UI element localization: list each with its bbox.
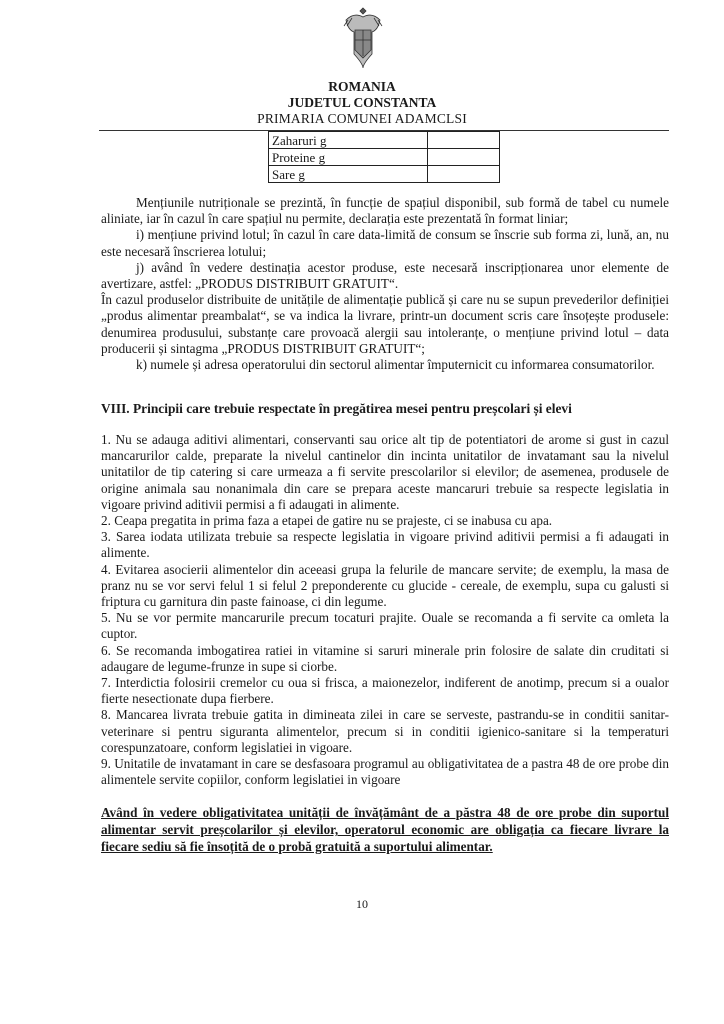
table-cell-label: Sare g — [269, 166, 428, 183]
paragraph-lot-mention: i) mențiune privind lotul; în cazul în care data-limită de consum se înscrie sub forma zi, lună, an, nu este necesară înscrierea lotului; — [101, 227, 669, 259]
list-item: 6. Se recomanda imbogatirea ratiei in vitamine si saruri minerale prin folosire de salate din cruditati si adaugare de legume-frunze in supe si ciorbe. — [101, 642, 669, 674]
paragraph-operator: k) numele și adresa operatorului din sectorul alimentar împuternicit cu informarea consumatorilor. — [136, 357, 655, 373]
table-row — [269, 149, 500, 166]
table-cell-label: Proteine g — [269, 149, 428, 166]
nutrition-table — [268, 131, 500, 183]
header-country: ROMANIA — [328, 79, 396, 94]
table-row — [269, 132, 500, 149]
header-town-hall: PRIMARIA COMUNEI ADAMCLSI — [257, 111, 467, 126]
coat-of-arms-icon — [342, 6, 384, 74]
table-cell-value — [428, 166, 500, 183]
list-item: 3. Sarea iodata utilizata trebuie sa respecte legislatia in vigoare privind aditivii permisi a fi adaugati in alimente. — [101, 529, 669, 561]
table-cell-value — [428, 132, 500, 149]
closing-statement: Având în vedere obligativitatea unității de învățământ de a păstra 48 de ore probe din suportul alimentar servit preșcolarilor și elevilor, operatorul economic are obligația ca fiecare livrare la fiecare sediu să fie însoțită de o probă gratuită a suportului alimentar. — [101, 805, 669, 854]
list-item: 8. Mancarea livrata trebuie gatita in dimineata zilei in care se serveste, pastrandu-se in conditii sanitar-veterinare si pentru siguranta alimentelor, precum si in conditii igienico-sanitare si la temperaturi corespunzatoare, conform legislatiei in vigoare. — [101, 707, 669, 755]
table-cell-label: Zaharuri g — [269, 132, 428, 149]
list-item: 9. Unitatile de invatamant in care se desfasoara programul au obligativitatea de a pastra 48 de ore probe din alimentele servite copiilor, conform legislatiei in vigoare — [101, 756, 669, 788]
header-county: JUDETUL CONSTANTA — [287, 95, 437, 110]
labeling-paragraphs — [101, 195, 669, 373]
paragraph-warning: j) având în vedere destinația acestor produse, este necesară inscripționarea unor elemente de avertizare, astfel: „PRODUS DISTRIBUIT GRATUIT“. — [101, 259, 669, 292]
paragraph-public-catering: În cazul produselor distribuite de unitățile de alimentație publică și care nu se supun prevederilor definiției „produs alimentar preambalat“, se va indica la livrare, printr-un document scris care însoțește produsele: denumirea produsului, substanțe care provoacă alergii sau intoleranțe, o mențiune privind lotul – data producerii și sintagma „PRODUS DISTRIBUIT GRATUIT“; — [101, 292, 669, 356]
list-item: 7. Interdictia folosirii cremelor cu oua si frisca, a maionezelor, indiferent de anotimp, precum si a oualor fierte nesectionate dupa fierbere. — [101, 675, 669, 707]
table-cell-value — [428, 149, 500, 166]
table-row — [269, 166, 500, 183]
page-number: 10 — [356, 897, 368, 911]
paragraph-nutrition-format: Mențiunile nutriționale se prezintă, în funcție de spațiul disponibil, sub formă de tabel cu numele aliniate, iar în cazul în care spațiul nu permite, declarația este prezentată în format liniar; — [101, 195, 669, 227]
list-item: 2. Ceapa pregatita in prima faza a etapei de gatire nu se prajeste, ci se inabusa cu apa. — [101, 513, 553, 529]
list-item: 5. Nu se vor permite mancarurile precum tocaturi prajite. Ouale se recomanda a fi servite ca omleta la cuptor. — [101, 610, 669, 642]
list-item: 1. Nu se adauga aditivi alimentari, conservanti sau orice alt tip de potentiatori de arome si gust in cazul mancarurilor calde, preparate la nivelul cantinelor din incinta unitatilor de invatamant sau la nivelul unitatilor de tip catering si care urmeaza a fi servite prescolarilor si elevilor; de asemenea, produsele de origine animala sau nonanimala din care se prepara aceste mancaruri trebuie sa respecte legislatia in vigoare privind aditivii permisi a fi adaugati in alimente. — [101, 432, 669, 512]
principles-list — [101, 432, 669, 788]
list-item: 4. Evitarea asocierii alimentelor din aceeasi grupa la felurile de mancare servite; de exemplu, la masa de pranz nu se vor servi felul 1 si felul 2 preponderente cu glucide - cereale, de exemplu, supa cu galusti si friptura cu garnitura din paste fainoase, ci din legume. — [101, 561, 669, 610]
section-title: VIII. Principii care trebuie respectate în pregătirea mesei pentru preșcolari și elevi — [101, 401, 572, 416]
